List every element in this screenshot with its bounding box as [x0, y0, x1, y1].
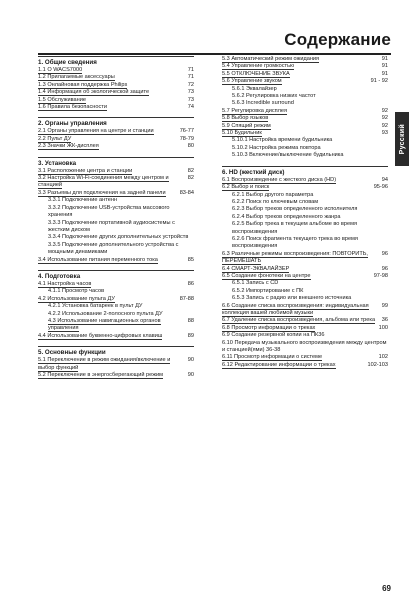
- section-heading: 4. Подготовка: [38, 272, 81, 280]
- toc-entry[interactable]: [38, 257, 194, 264]
- toc-entry-title: 3.3.4 Подключение других дополнительных устройств: [48, 234, 189, 241]
- toc-entry-page: 36: [381, 317, 388, 324]
- toc-entry[interactable]: [38, 372, 194, 379]
- toc-entry-title: 5.7 Регулировка дисплея: [222, 107, 288, 114]
- toc-entry[interactable]: [38, 67, 194, 74]
- toc-entry-title: 3.3.5 Подключение дополнительного устройства с мощными динамиками: [48, 241, 179, 256]
- toc-entry[interactable]: [222, 86, 388, 93]
- toc-entry-page: 71: [187, 67, 194, 73]
- toc-entry[interactable]: [38, 303, 194, 310]
- toc-entry[interactable]: [222, 340, 388, 355]
- toc-entry-title: 3.1 Расположение центра и станции: [38, 167, 133, 174]
- toc-entry[interactable]: [38, 97, 194, 104]
- toc-entry-page: 96: [381, 250, 388, 257]
- toc-entry-page: 102-103: [367, 361, 388, 368]
- toc-entry-page: 78-79: [179, 135, 194, 142]
- toc-entry-page: 92: [381, 122, 388, 129]
- toc-entry-page: 87-88: [179, 295, 194, 302]
- page-title: Содержание: [284, 30, 391, 49]
- toc-entry[interactable]: [38, 136, 194, 143]
- toc-entry[interactable]: [222, 100, 388, 107]
- toc-entry-title: 5.10.2 Настройка режима повтора: [232, 144, 321, 151]
- toc-entry[interactable]: [38, 318, 194, 333]
- toc-entry-page: 91: [381, 70, 388, 77]
- toc-entry-page: 86: [187, 280, 194, 287]
- toc-entry-title: 6.12 Редактирование информации о треках: [222, 361, 336, 368]
- toc-entry-title: 1.3 Онлайновая поддержка Philips: [38, 81, 128, 88]
- toc-entry-title: 4.2.2 Использование 2-полосного пульта ДУ: [48, 310, 163, 317]
- toc-entry[interactable]: [38, 89, 194, 96]
- toc-entry[interactable]: [222, 63, 388, 70]
- toc-entry-title: 5.6.1 Эквалайзер: [232, 85, 277, 92]
- toc-entry[interactable]: [222, 152, 388, 159]
- toc-entry[interactable]: [222, 317, 388, 324]
- toc-entry-title: 4.1.1 Просмотр часов: [48, 288, 105, 295]
- toc-entry-page: 97-98: [373, 272, 388, 279]
- toc-entry[interactable]: [222, 280, 388, 287]
- toc-entry[interactable]: [222, 145, 388, 152]
- toc-section: [38, 270, 194, 340]
- toc-entry-title: 2.3 Значки ЖК-дисплея: [38, 143, 99, 150]
- toc-entry-page: 72: [187, 81, 194, 88]
- toc-entry-title: 3.4 Использование питания переменного тока: [38, 256, 158, 263]
- toc-entry[interactable]: [222, 362, 388, 369]
- toc-entry-title: 6.7 Удаление списка воспроизведения, альбома или трека: [222, 317, 376, 324]
- toc-entry[interactable]: [222, 56, 388, 63]
- toc-entry-page: 90: [187, 357, 194, 364]
- toc-entry-page: 91 - 92: [370, 78, 388, 85]
- toc-entry-title: 6.6 Создание списка воспроизведения: индивидуальная коллекция вашей любимой музыки: [222, 302, 369, 316]
- toc-entry-page: 74: [187, 104, 194, 111]
- toc-entry-page: 80: [187, 143, 194, 150]
- toc-entry-title: 4.1 Настройка часов: [38, 280, 92, 287]
- toc-entry[interactable]: [222, 206, 388, 213]
- toc-entry-page: 71: [187, 74, 194, 81]
- toc-entry-title: 3.3.2 Подключение USB-устройства массового хранения: [48, 204, 170, 219]
- toc-entry[interactable]: [38, 190, 194, 197]
- toc-entry-title: 5.10.3 Включение/выключение будильника: [232, 152, 344, 159]
- toc-entry-title: 6.9 Создание резервной копии на ПК36: [222, 332, 325, 339]
- toc-entry-page: 92: [381, 107, 388, 114]
- toc-entry-title: 5.10 Будильник: [222, 130, 262, 137]
- toc-entry[interactable]: [222, 332, 388, 339]
- section-heading: 2. Органы управления: [38, 120, 107, 128]
- toc-entry-title: 3.3.1 Подключение антенн: [48, 197, 118, 204]
- toc-entry[interactable]: [38, 357, 194, 372]
- toc-entry-title: 5.2 Переключение в энергосберегающий режим: [38, 372, 163, 378]
- toc-entry[interactable]: [222, 78, 388, 85]
- toc-entry-title: 4.3 Использование навигационных органов управления: [48, 317, 161, 332]
- toc-entry-title: 5.4 Управление громкостью: [222, 63, 295, 70]
- toc-entry[interactable]: [222, 93, 388, 100]
- toc-entry-title: 4.2.1 Установка батареек в пульт ДУ: [48, 303, 143, 310]
- toc-right-column: [222, 56, 388, 375]
- toc-entry[interactable]: [222, 177, 388, 184]
- toc-entry-title: 1.6 Правила безопасности: [38, 104, 107, 111]
- toc-left-column: [38, 56, 194, 385]
- toc-entry-page: 88: [187, 317, 194, 324]
- toc-entry-page: 102: [378, 354, 388, 361]
- toc-entry-page: 96: [381, 265, 388, 272]
- toc-entry-title: 6.3 Различные режимы воспроизведения: ПОВТОРИТЬ, ПЕРЕМЕШАТЬ: [222, 250, 368, 265]
- toc-entry[interactable]: [38, 311, 194, 318]
- section-heading: 5. Основные функции: [38, 349, 106, 357]
- toc-entry-page: 82: [187, 167, 194, 174]
- toc-entry[interactable]: [222, 115, 388, 122]
- toc-entry-page: 90: [187, 372, 194, 378]
- toc-entry-title: 5.10.1 Настройка времени будильника: [232, 137, 333, 144]
- toc-entry-page: 91: [381, 63, 388, 70]
- toc-entry-page: 94: [381, 176, 388, 183]
- toc-entry-title: 1.5 Обслуживание: [38, 96, 86, 103]
- section-heading: 1. Общие сведения: [38, 59, 97, 66]
- toc-entry-title: 5.6 Управление звуком: [222, 78, 282, 85]
- toc-entry-title: 6.8 Просмотр информации о треках: [222, 324, 316, 331]
- toc-entry-title: 6.2.3 Выбор треков определенного исполнителя: [232, 206, 358, 213]
- toc-section: [222, 56, 388, 160]
- toc-entry[interactable]: [38, 234, 194, 241]
- toc-entry[interactable]: [38, 175, 194, 190]
- toc-entry[interactable]: [38, 74, 194, 81]
- toc-entry[interactable]: [222, 123, 388, 130]
- toc-entry[interactable]: [38, 197, 194, 204]
- toc-entry-title: 6.2.5 Выбор трека в текущем альбоме во время воспроизведения: [232, 221, 357, 235]
- toc-entry-title: 2.2 Пульт ДУ: [38, 135, 72, 142]
- toc-entry-title: 5.6.3 Incredible surround: [232, 100, 294, 107]
- toc-entry-page: 82: [187, 175, 194, 182]
- toc-section: [38, 117, 194, 150]
- toc-entry-page: 73: [187, 96, 194, 103]
- toc-entry[interactable]: [38, 281, 194, 288]
- toc-entry-title: 3.3 Разъемы для подключения на задней панели: [38, 189, 166, 196]
- toc-entry-page: 73: [187, 89, 194, 96]
- toc-section: [38, 56, 194, 111]
- page-number: 69: [382, 584, 391, 593]
- toc-entry[interactable]: [38, 205, 194, 220]
- toc-entry-title: 6.10 Передача музыкального воспроизведения между центром и станцией(ями) 36-38: [222, 339, 387, 354]
- toc-entry-page: 100: [378, 324, 388, 331]
- section-heading: 6. HD (жесткий диск): [222, 168, 285, 176]
- toc-entry-page: 93: [381, 130, 388, 137]
- toc-entry-title: 6.2.2 Поиск по ключевым словам: [232, 198, 319, 205]
- toc-entry-title: 2.1 Органы управления на центре и станции: [38, 128, 154, 135]
- toc-entry-title: 5.6.2 Регулировка низких частот: [232, 93, 316, 100]
- toc-entry[interactable]: [38, 143, 194, 150]
- toc-entry-title: 6.2.6 Поиск фрагмента текущего трека во время воспроизведения: [232, 235, 358, 250]
- toc-entry-title: 6.11 Просмотр информации о системе: [222, 354, 323, 361]
- toc-entry-page: 85: [187, 256, 194, 263]
- toc-entry-title: 6.2.4 Выбор треков определенного жанра: [232, 213, 341, 220]
- toc-entry[interactable]: [38, 128, 194, 135]
- language-label: Русский: [398, 123, 406, 155]
- toc-entry[interactable]: [222, 236, 388, 251]
- toc-entry[interactable]: [222, 288, 388, 295]
- toc-entry[interactable]: [38, 333, 194, 340]
- toc-entry[interactable]: [222, 354, 388, 361]
- toc-entry[interactable]: [222, 184, 388, 191]
- toc-entry[interactable]: [38, 242, 194, 257]
- toc-entry-page: 89: [187, 332, 194, 339]
- toc-entry[interactable]: [222, 108, 388, 115]
- toc-section: [222, 166, 388, 370]
- toc-entry-title: 6.5.1 Запись с CD: [232, 280, 279, 287]
- toc-entry[interactable]: [38, 168, 194, 175]
- toc-entry-title: 3.3.3 Подключение портативной аудиосистемы с жестким диском: [48, 219, 175, 233]
- toc-entry[interactable]: [222, 192, 388, 199]
- toc-entry-title: 1.1 О WACS7000: [38, 67, 83, 73]
- toc-entry[interactable]: [222, 295, 388, 302]
- toc-entry[interactable]: [222, 214, 388, 221]
- toc-entry-page: 95-96: [373, 184, 388, 191]
- toc-entry-title: 6.5.2 Импортирование с ПК: [232, 287, 304, 294]
- toc-entry-title: 6.2 Выбор и поиск: [222, 184, 270, 191]
- toc-entry[interactable]: [38, 296, 194, 303]
- toc-entry[interactable]: [222, 71, 388, 78]
- toc-entry-page: 83-84: [179, 189, 194, 196]
- toc-entry-title: 5.5 ОТКЛЮЧЕНИЕ ЗВУКА: [222, 70, 290, 77]
- toc-entry-title: 1.4 Информация об экологической защите: [38, 89, 150, 96]
- toc-entry-page: 91: [381, 56, 388, 62]
- toc-entry[interactable]: [38, 220, 194, 235]
- toc-entry[interactable]: [222, 199, 388, 206]
- toc-entry-title: 6.1 Воспроизведение с жесткого диска (HD): [222, 176, 337, 183]
- toc-section: [38, 346, 194, 379]
- toc-entry-title: 5.8 Выбор языков: [222, 115, 269, 122]
- toc-entry-title: 4.4 Использование буквенно-цифровых клавиш: [38, 332, 163, 339]
- toc-entry-title: 5.3 Автоматический режим ожидания: [222, 56, 320, 62]
- toc-entry[interactable]: [222, 221, 388, 236]
- toc-entry-title: 1.2 Прилагаемые аксессуары: [38, 74, 115, 81]
- toc-entry-title: 4.2 Использование пульта ДУ: [38, 295, 115, 302]
- toc-entry-title: 6.4 СМАРТ-ЭКВАЛАЙЗЕР: [222, 265, 290, 272]
- section-heading: 3. Установка: [38, 159, 77, 167]
- toc-entry-page: 92: [381, 115, 388, 122]
- toc-entry-page: 99: [381, 302, 388, 309]
- toc-entry[interactable]: [38, 288, 194, 295]
- toc-entry-title: 6.2.1 Выбор другого параметра: [232, 191, 314, 198]
- toc-section: [38, 157, 194, 264]
- toc-entry[interactable]: [222, 273, 388, 280]
- toc-entry[interactable]: [222, 137, 388, 144]
- language-side-tab: [395, 112, 409, 166]
- title-rule: [38, 53, 391, 55]
- toc-entry-page: 76-77: [179, 128, 194, 135]
- toc-entry[interactable]: [222, 266, 388, 273]
- toc-entry[interactable]: [222, 303, 388, 318]
- toc-entry-title: 5.1 Переключение в режим ожидания/включение и выбор функций: [38, 357, 171, 371]
- toc-entry-title: 5.9 Спящий режим: [222, 122, 271, 129]
- toc-entry-title: 3.2 Настройка Wi-Fi-соединения между центром и станцией: [38, 175, 169, 189]
- toc-entry-title: 6.5 Создание фонотеки на центре: [222, 272, 311, 279]
- toc-entry[interactable]: [38, 104, 194, 111]
- toc-entry[interactable]: [222, 251, 388, 266]
- toc-entry-title: 6.5.3 Запись с радио или внешнего источника: [232, 295, 352, 302]
